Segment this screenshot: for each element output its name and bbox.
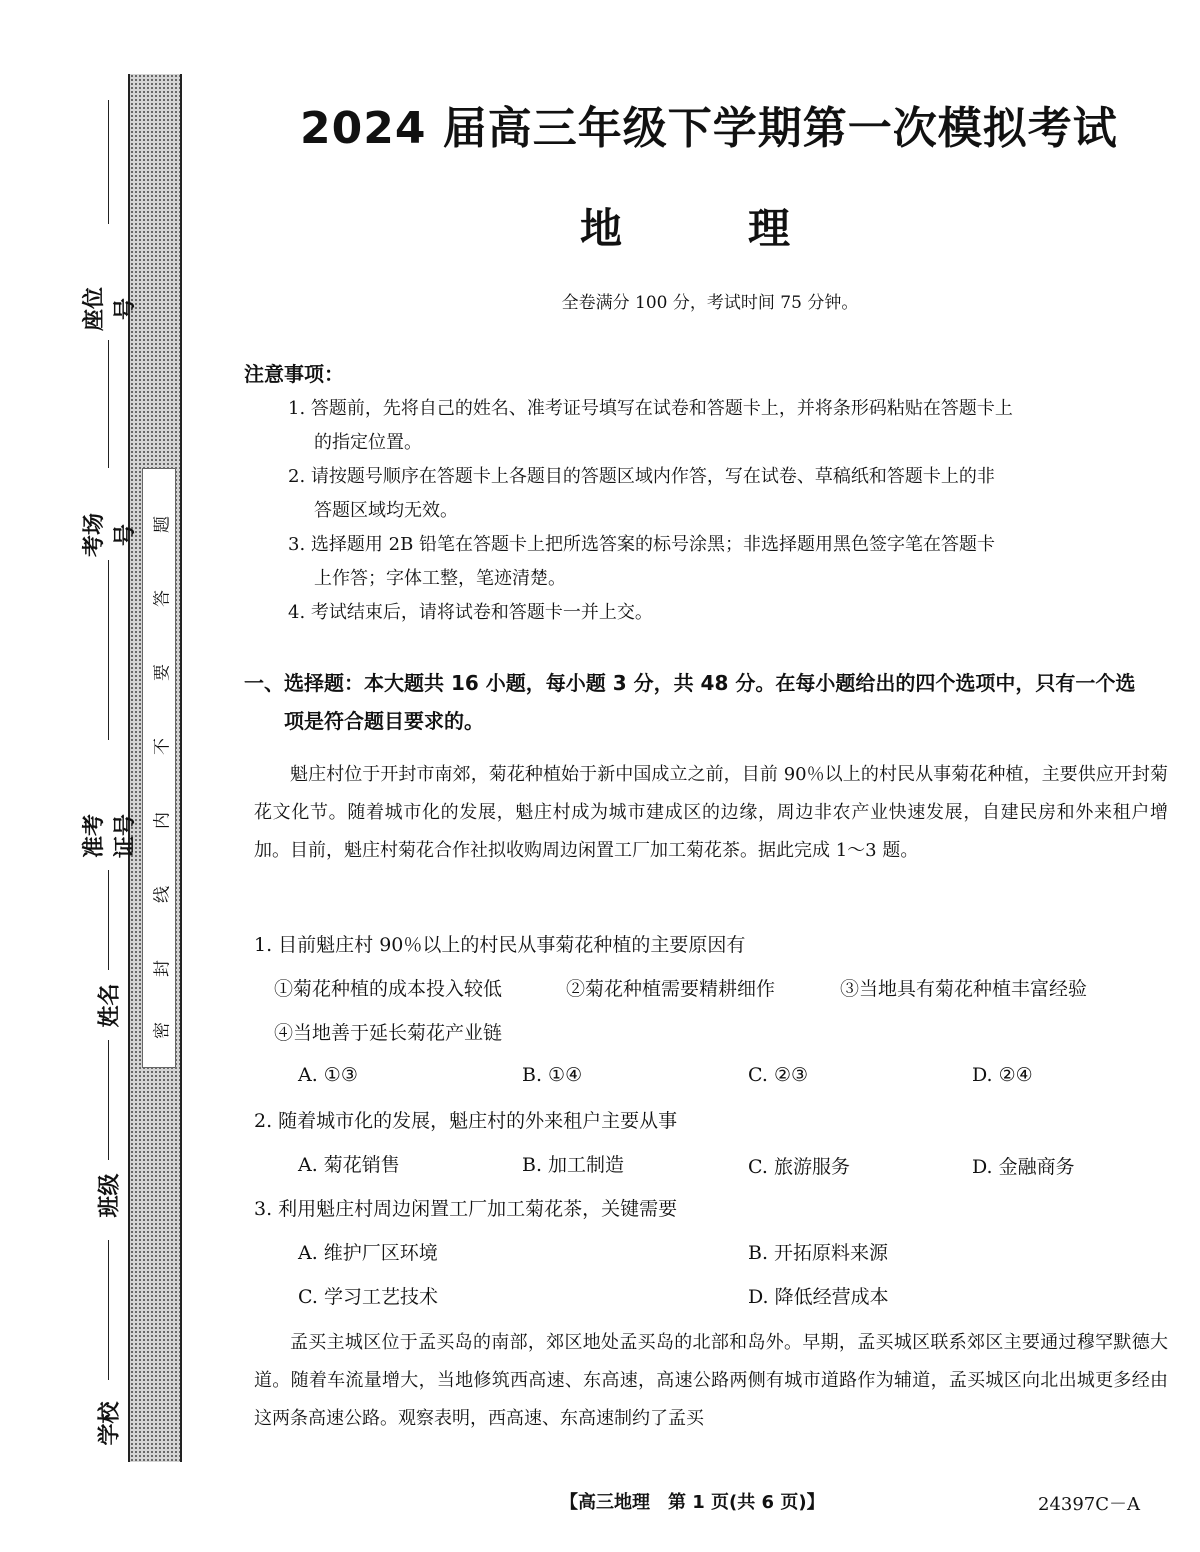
section-heading-line: 项是符合题目要求的。 — [284, 709, 484, 733]
exam-title: 2024 届高三年级下学期第一次模拟考试 — [300, 103, 1118, 154]
seal-char: 不 — [152, 738, 173, 755]
notice-line: 答题区域均无效。 — [314, 500, 458, 521]
seat-number-label: 座位号 — [82, 287, 138, 332]
option-d[interactable]: D. 金融商务 — [972, 1156, 1075, 1178]
option-a[interactable]: A. 维护厂区环境 — [298, 1242, 438, 1264]
notice-item — [288, 596, 1168, 630]
seal-char: 内 — [152, 812, 173, 829]
notice-line: 上作答；字体工整，笔迹清楚。 — [314, 568, 566, 589]
section-heading — [244, 664, 1174, 740]
class-label: 班级 — [97, 1173, 123, 1218]
statement: ④当地善于延长菊花产业链 — [274, 1022, 503, 1044]
seal-char: 封 — [152, 960, 173, 977]
seal-char: 答 — [152, 590, 173, 607]
name-line[interactable] — [108, 870, 110, 970]
option-b[interactable]: B. 开拓原料来源 — [748, 1242, 889, 1264]
class-line[interactable] — [108, 1040, 110, 1160]
room-number-label: 考场号 — [82, 513, 138, 558]
option-c[interactable]: C. 学习工艺技术 — [298, 1286, 438, 1308]
notice-item — [288, 460, 1168, 528]
question-stem: 3. 利用魁庄村周边闲置工厂加工菊花茶，关键需要 — [254, 1198, 678, 1220]
exam-id-label: 准考证号 — [82, 814, 138, 859]
notice-item — [288, 392, 1168, 460]
seal-char: 密 — [152, 1022, 173, 1039]
notice-title: 注意事项： — [244, 362, 344, 386]
option-c[interactable]: C. 旅游服务 — [748, 1156, 850, 1178]
subject-char: 理 — [748, 204, 791, 253]
option-d[interactable]: D. 降低经营成本 — [748, 1286, 889, 1308]
question-stem: 2. 随着城市化的发展，魁庄村的外来租户主要从事 — [254, 1110, 678, 1132]
notice-item — [288, 528, 1168, 596]
paper-code: 24397C－A — [1038, 1494, 1141, 1515]
seal-char: 题 — [152, 516, 173, 533]
option-b[interactable]: B. ①④ — [522, 1064, 583, 1086]
question-stem: 1. 目前魁庄村 90％以上的村民从事菊花种植的主要原因有 — [254, 934, 746, 956]
option-a[interactable]: A. ①③ — [298, 1064, 358, 1086]
exam-id-line[interactable] — [108, 560, 110, 740]
name-label: 姓名 — [97, 983, 123, 1028]
subject-char: 地 — [580, 204, 623, 253]
option-d[interactable]: D. ②④ — [972, 1064, 1033, 1086]
seal-char: 要 — [152, 664, 173, 681]
seal-char: 线 — [152, 886, 173, 903]
statement: ②菊花种植需要精耕细作 — [566, 978, 776, 1000]
school-line[interactable] — [108, 1240, 110, 1380]
reading-passage: 魁庄村位于开封市南郊，菊花种植始于新中国成立之前，目前 90％以上的村民从事菊花种植，主要供应开封菊花文化节。随着城市化的发展，魁庄村成为城市建成区的边缘，周边非农产业快速发展，自建民房和外来租户增加。目前，魁庄村菊花合作社拟收购周边闲置工厂加工菊花茶。据此完成 1～3 题。 — [254, 764, 1168, 861]
option-b[interactable]: B. 加工制造 — [522, 1154, 625, 1176]
statement: ③当地具有菊花种植丰富经验 — [840, 978, 1088, 1000]
option-a[interactable]: A. 菊花销售 — [298, 1154, 400, 1176]
notice-line: 1. 答题前，先将自己的姓名、准考证号填写在试卷和答题卡上，并将条形码粘贴在答题卡上 — [288, 398, 1013, 419]
reading-passage: 孟买主城区位于孟买岛的南部，郊区地处孟买岛的北部和岛外。早期，孟买城区联系郊区主要通过穆罕默德大道。随着车流量增大，当地修筑西高速、东高速，高速公路两侧有城市道路作为辅道，孟买城区向北出城更多经由这两条高速公路。观察表明，西高速、东高速制约了孟买 — [254, 1332, 1168, 1429]
subject-title — [580, 196, 790, 256]
notice-line: 2. 请按题号顺序在答题卡上各题目的答题区域内作答，写在试卷、草稿纸和答题卡上的非 — [288, 466, 995, 487]
statement: ①菊花种植的成本投入较低 — [274, 978, 503, 1000]
seat-number-line[interactable] — [108, 100, 110, 224]
page-footer: 【高三地理 第 1 页(共 6 页)】 — [560, 1492, 825, 1513]
option-c[interactable]: C. ②③ — [748, 1064, 809, 1086]
section-heading-line: 一、选择题：本大题共 16 小题，每小题 3 分，共 48 分。在每小题给出的四个选项中，只有一个选 — [244, 671, 1136, 695]
notice-line: 4. 考试结束后，请将试卷和答题卡一并上交。 — [288, 602, 653, 623]
school-label: 学校 — [97, 1401, 123, 1446]
notice-line: 的指定位置。 — [314, 432, 422, 453]
room-number-line[interactable] — [108, 340, 110, 468]
notice-line: 3. 选择题用 2B 铅笔在答题卡上把所选答案的标号涂黑；非选择题用黑色签字笔在答题卡 — [288, 534, 996, 555]
exam-info: 全卷满分 100 分，考试时间 75 分钟。 — [561, 293, 859, 313]
